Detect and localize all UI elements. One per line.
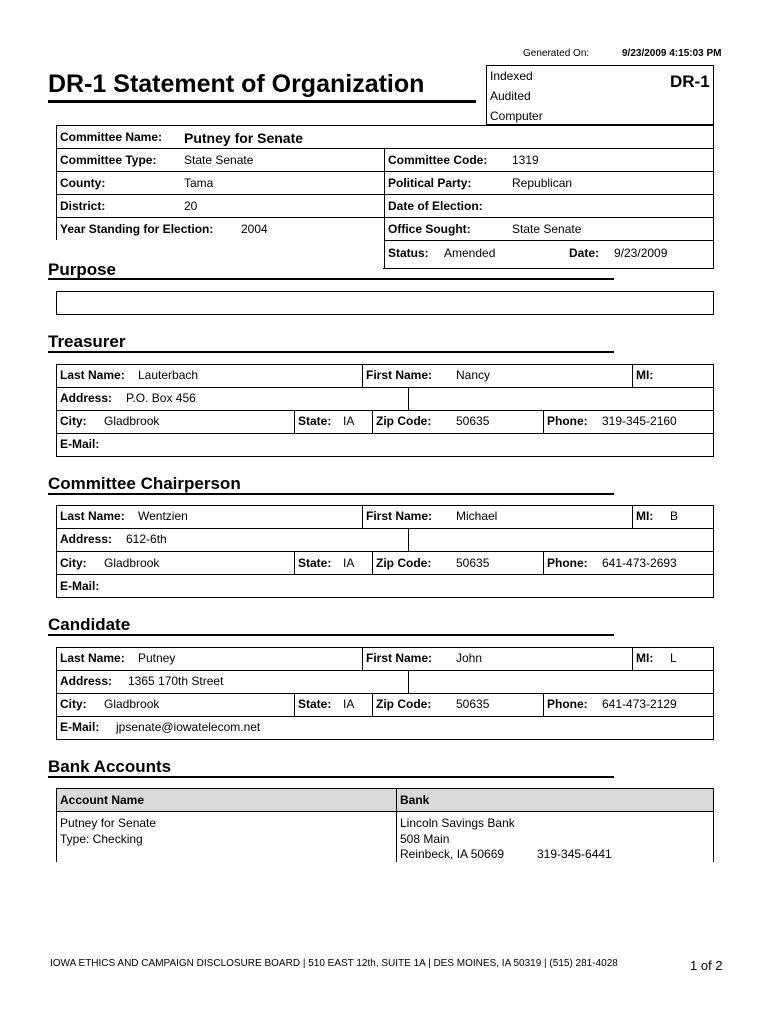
cand-state: IA [343,697,355,711]
page-number: 1 of 2 [690,958,723,973]
treasurer-first-name-label: First Name: [366,368,433,382]
cand-zip-label: Zip Code: [376,697,432,711]
bank-col-account: Account Name [60,793,145,807]
committee-code: 1319 [512,153,539,167]
party-value: Republican [512,176,573,190]
treasurer-address-label: Address: [60,391,113,405]
date-label: Date: [569,246,600,260]
status-value: Amended [444,246,496,260]
chair-mi: B [670,509,679,523]
treasurer-mi-label: MI: [636,368,654,382]
title-underline [48,100,476,103]
office-use-indexed: Indexed [490,69,533,83]
cand-last-name-label: Last Name: [60,651,125,665]
chair-last-name-label: Last Name: [60,509,125,523]
bank-city: Reinbeck, IA 50669 [400,847,505,861]
cand-mi-label: MI: [636,651,654,665]
treasurer-first-name: Nancy [456,368,491,382]
treasurer-email-label: E-Mail: [60,437,100,451]
district-value: 20 [184,199,198,213]
bank-phone: 319-345-6441 [537,847,612,861]
cand-first-name: John [456,651,483,665]
office-use-audited: Audited [490,89,531,103]
treasurer-state: IA [343,414,355,428]
year-value: 2004 [241,222,268,236]
chair-last-name: Wentzien [138,509,188,523]
office-use-computer: Computer [490,109,543,123]
chair-first-name-label: First Name: [366,509,433,523]
cand-first-name-label: First Name: [366,651,433,665]
chair-state: IA [343,556,355,570]
treasurer-address: P.O. Box 456 [126,391,196,405]
bank-name: Lincoln Savings Bank [400,816,515,830]
footer-text: IOWA ETHICS AND CAMPAIGN DISCLOSURE BOARD | 510 EAST 12th, SUITE 1A | DES MOINES, IA 50319 | (515) 281-4028 [50,958,618,969]
district-label: District: [60,199,106,213]
chair-address-label: Address: [60,532,113,546]
bank-heading: Bank Accounts [48,757,172,776]
purpose-box [56,291,714,315]
treasurer-last-name: Lauterbach [138,368,199,382]
county-value: Tama [184,176,214,190]
treasurer-city: Gladbrook [104,414,160,428]
office-label: Office Sought: [388,222,471,236]
candidate-heading: Candidate [48,615,131,634]
chair-city: Gladbrook [104,556,160,570]
cand-email-label: E-Mail: [60,720,100,734]
cand-phone-label: Phone: [547,697,588,711]
committee-type-label: Committee Type: [60,153,157,167]
chair-phone-label: Phone: [547,556,588,570]
treasurer-city-label: City: [60,414,87,428]
form-code: DR-1 [670,72,710,91]
cand-phone: 641-473-2129 [602,697,677,711]
bank-street: 508 Main [400,832,450,846]
chair-email-label: E-Mail: [60,579,100,593]
status-label: Status: [388,246,429,260]
party-label: Political Party: [388,176,472,190]
cand-email: jpsenate@iowatelecom.net [116,720,261,734]
cand-mi: L [670,651,677,665]
treasurer-zip-label: Zip Code: [376,414,432,428]
treasurer-heading: Treasurer [48,332,126,351]
committee-type: State Senate [184,153,254,167]
date-value: 9/23/2009 [614,246,668,260]
chair-city-label: City: [60,556,87,570]
committee-code-label: Committee Code: [388,153,488,167]
office-value: State Senate [512,222,582,236]
election-label: Date of Election: [388,199,483,213]
treasurer-phone: 319-345-2160 [602,414,677,428]
treasurer-phone-label: Phone: [547,414,588,428]
chair-mi-label: MI: [636,509,654,523]
generated-label: Generated On: [523,48,590,59]
cand-address-label: Address: [60,674,113,688]
cand-state-label: State: [298,697,332,711]
cand-zip: 50635 [456,697,490,711]
treasurer-zip: 50635 [456,414,490,428]
chairperson-heading: Committee Chairperson [48,474,241,493]
treasurer-last-name-label: Last Name: [60,368,125,382]
committee-name: Putney for Senate [184,130,304,146]
treasurer-state-label: State: [298,414,332,428]
chair-state-label: State: [298,556,332,570]
year-label: Year Standing for Election: [60,222,214,236]
chair-zip-label: Zip Code: [376,556,432,570]
cand-address: 1365 170th Street [128,674,224,688]
page-title: DR-1 Statement of Organization [48,70,425,98]
bank-account-name: Putney for Senate [60,816,157,830]
chair-first-name: Michael [456,509,498,523]
committee-name-label: Committee Name: [60,130,163,144]
purpose-heading: Purpose [48,260,117,279]
bank-col-bank: Bank [400,793,430,807]
bank-table-header [56,788,714,812]
generated-value: 9/23/2009 4:15:03 PM [622,48,722,59]
county-label: County: [60,176,106,190]
cand-last-name: Putney [138,651,176,665]
chair-address: 612-6th [126,532,167,546]
chair-zip: 50635 [456,556,490,570]
bank-account-type: Type: Checking [60,832,143,846]
cand-city: Gladbrook [104,697,160,711]
cand-city-label: City: [60,697,87,711]
chair-phone: 641-473-2693 [602,556,677,570]
